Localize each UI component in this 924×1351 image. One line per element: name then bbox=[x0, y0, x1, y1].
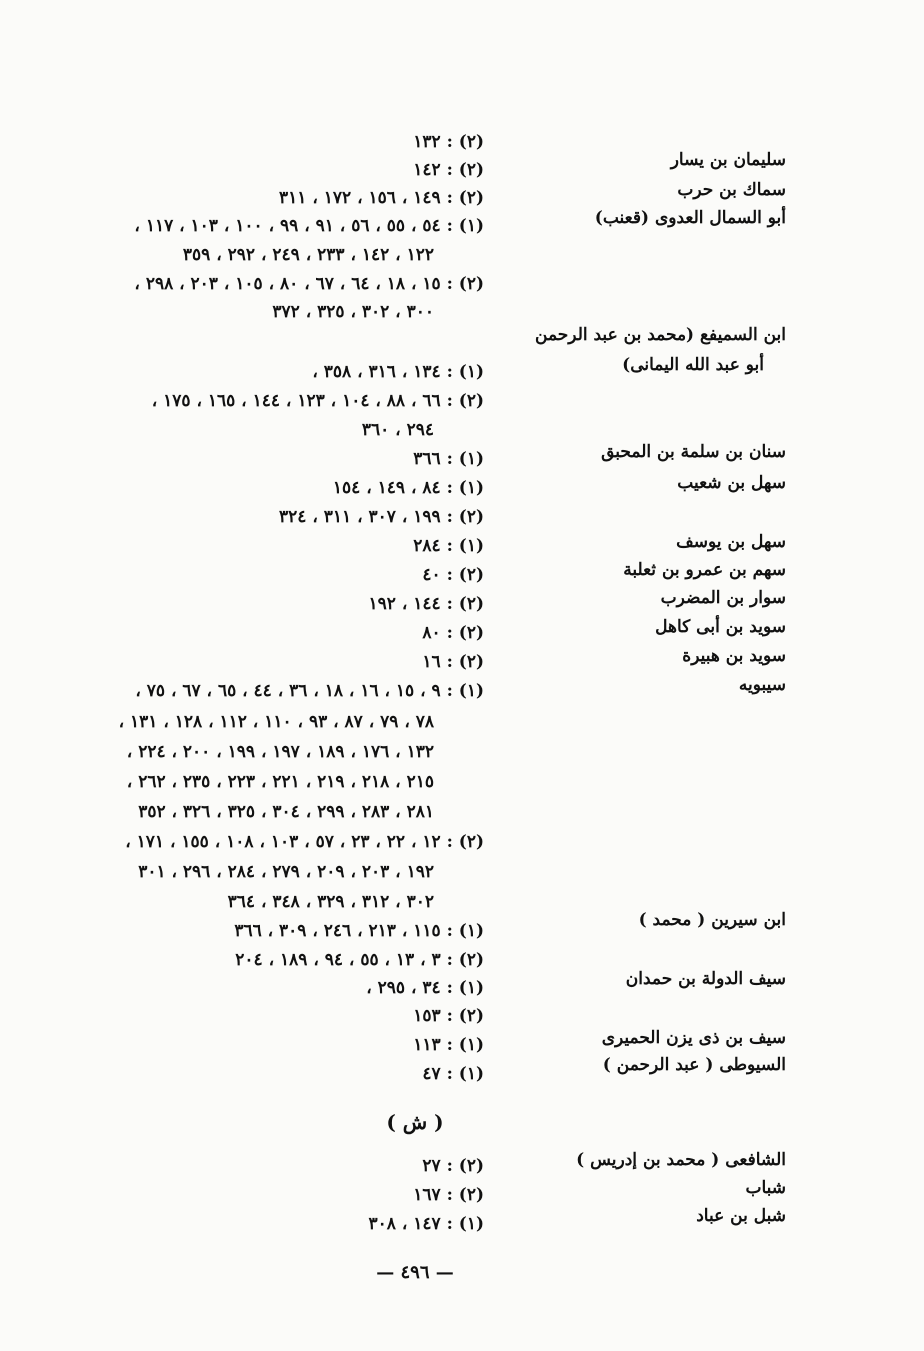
index-entry-refs: (١) : ٨٤ ، ١٤٩ ، ١٥٤ bbox=[332, 478, 484, 498]
index-entry-name: ابن سيرين ( محمد ) bbox=[638, 910, 786, 930]
index-entry-refs: (٢) : ٣ ، ١٣ ، ٥٥ ، ٩٤ ، ١٨٩ ، ٢٠٤ bbox=[235, 950, 484, 970]
index-entry-name: سهل بن شعيب bbox=[677, 473, 786, 493]
index-entry-name: سيف بن ذى يزن الحميرى bbox=[601, 1028, 786, 1048]
index-entry-name: شباب bbox=[745, 1178, 786, 1198]
index-entry-refs: (١) : ٥٤ ، ٥٥ ، ٥٦ ، ٩١ ، ٩٩ ، ١٠٠ ، ١٠٣ ، ١١٧ ، bbox=[134, 216, 484, 236]
index-entry-refs: (٢) : ١٦٧ bbox=[413, 1185, 484, 1205]
index-entry-refs: (٢) : ١٣٢ bbox=[413, 132, 484, 152]
index-entry-name: سهم بن عمرو بن ثعلبة bbox=[623, 560, 786, 580]
index-entry-name: أبو السمال العدوى (قعنب) bbox=[594, 208, 786, 228]
index-entry-refs: (٢) : ١٤٩ ، ١٥٦ ، ١٧٢ ، ٣١١ bbox=[279, 188, 484, 208]
page-number: — ٤٩٦ — bbox=[376, 1262, 454, 1283]
index-entry-refs: (١) : ١٤٧ ، ٣٠٨ bbox=[368, 1214, 484, 1234]
index-entry-name: سيف الدولة بن حمدان bbox=[625, 969, 786, 989]
index-entry-refs: (١) : ١١٣ bbox=[413, 1035, 484, 1055]
index-entry-refs: (٢) : ٢٧ bbox=[422, 1156, 484, 1176]
index-entry-name: السيوطى ( عبد الرحمن ) bbox=[602, 1055, 786, 1075]
index-entry-refs: (١) : ٩ ، ١٥ ، ١٦ ، ١٨ ، ٣٦ ، ٤٤ ، ٦٥ ، ٦٧ ، ٧٥ ، bbox=[135, 681, 484, 701]
index-entry-name: سيبويه bbox=[738, 675, 786, 695]
index-entry-name: سوار بن المضرب bbox=[660, 588, 786, 608]
index-entry-refs: (١) : ١١٥ ، ٢١٣ ، ٢٤٦ ، ٣٠٩ ، ٣٦٦ bbox=[234, 921, 484, 941]
index-entry-refs-continued: ٢١٥ ، ٢١٨ ، ٢١٩ ، ٢٢١ ، ٢٢٣ ، ٢٣٥ ، ٢٦٢ ، bbox=[126, 772, 434, 792]
index-entry-refs: (٢) : ١٢ ، ٢٢ ، ٢٣ ، ٥٧ ، ١٠٣ ، ١٠٨ ، ١٥٥ ، ١٧١ ، bbox=[125, 832, 484, 852]
index-entry-refs: (٢) : ١٦ bbox=[422, 652, 484, 672]
index-entry-refs: (٢) : ٤٠ bbox=[422, 565, 484, 585]
index-entry-name: ابن السميفع (محمد بن عبد الرحمن bbox=[535, 325, 786, 345]
index-entry-name: الشافعى ( محمد بن إدريس ) bbox=[576, 1150, 786, 1170]
index-entry-refs: (٢) : ١٥ ، ١٨ ، ٦٤ ، ٦٧ ، ٨٠ ، ١٠٥ ، ٢٠٣ ، ٢٩٨ ، bbox=[134, 274, 484, 294]
index-entry-refs: (١) : ٢٨٤ bbox=[413, 536, 484, 556]
index-entry-refs-continued: ٣٠٠ ، ٣٠٢ ، ٣٢٥ ، ٣٧٢ bbox=[272, 302, 434, 322]
index-entry-refs-continued: ٢٩٤ ، ٣٦٠ bbox=[361, 420, 434, 440]
index-entry-refs-continued: ٢٨١ ، ٢٨٣ ، ٢٩٩ ، ٣٠٤ ، ٣٢٥ ، ٣٢٦ ، ٣٥٢ bbox=[138, 802, 434, 822]
index-entry-refs: (٢) : ١٥٣ bbox=[413, 1006, 484, 1026]
index-entry-name: سهل بن يوسف bbox=[676, 532, 786, 552]
index-entry-refs: (٢) : ١٤٢ bbox=[413, 160, 484, 180]
section-letter-heading: ( ش ) bbox=[386, 1110, 444, 1134]
index-entry-refs-continued: ٣٠٢ ، ٣١٢ ، ٣٢٩ ، ٣٤٨ ، ٣٦٤ bbox=[227, 892, 434, 912]
index-entry-name: سماك بن حرب bbox=[677, 180, 786, 200]
index-entry-refs: (١) : ٣٦٦ bbox=[413, 449, 484, 469]
index-entry-refs: (٢) : ٦٦ ، ٨٨ ، ١٠٤ ، ١٢٣ ، ١٤٤ ، ١٦٥ ، ١٧٥ ، bbox=[151, 391, 484, 411]
index-entry-refs-continued: ١٣٢ ، ١٧٦ ، ١٨٩ ، ١٩٧ ، ١٩٩ ، ٢٠٠ ، ٢٢٤ ، bbox=[126, 742, 434, 762]
index-entry-refs-continued: ١٩٢ ، ٢٠٣ ، ٢٠٩ ، ٢٧٩ ، ٢٨٤ ، ٢٩٦ ، ٣٠١ bbox=[138, 862, 434, 882]
index-entry-name: سنان بن سلمة بن المحبق bbox=[601, 442, 786, 462]
index-entry-refs: (١) : ٤٧ bbox=[422, 1064, 484, 1084]
index-entry-refs-continued: ١٢٢ ، ١٤٢ ، ٢٣٣ ، ٢٤٩ ، ٢٩٢ ، ٣٥٩ bbox=[182, 245, 434, 265]
index-entry-refs: (١) : ٣٤ ، ٢٩٥ ، bbox=[366, 978, 484, 998]
index-entry-name: أبو عبد الله اليمانى) bbox=[622, 355, 764, 375]
index-entry-refs: (١) : ١٣٤ ، ٣١٦ ، ٣٥٨ ، bbox=[312, 362, 484, 382]
index-entry-refs: (٢) : ٨٠ bbox=[422, 623, 484, 643]
index-entry-name: شبل بن عباد bbox=[696, 1206, 786, 1226]
index-entry-name: سليمان بن يسار bbox=[670, 150, 786, 170]
index-entry-refs: (٢) : ١٤٤ ، ١٩٢ bbox=[368, 594, 484, 614]
index-entry-name: سويد بن أبى كاهل bbox=[655, 617, 786, 637]
index-entry-refs-continued: ٧٨ ، ٧٩ ، ٨٧ ، ٩٣ ، ١١٠ ، ١١٢ ، ١٢٨ ، ١٣١ ، bbox=[118, 712, 434, 732]
index-entry-refs: (٢) : ١٩٩ ، ٣٠٧ ، ٣١١ ، ٣٢٤ bbox=[279, 507, 484, 527]
index-entry-name: سويد بن هبيرة bbox=[682, 646, 786, 666]
